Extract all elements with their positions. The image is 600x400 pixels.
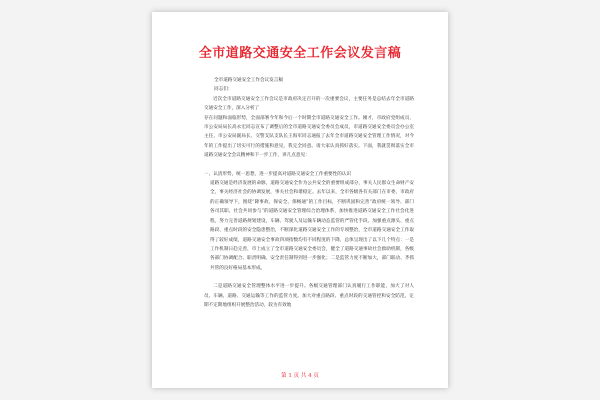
document-title: 全市道路交通安全工作会议发言稿 bbox=[198, 46, 402, 61]
document-page bbox=[152, 12, 448, 388]
point-2-text: 二是道路交通安全管理整体水平进一步提升。各级交通管理部门认真履行工作职能，加大了对人员、车辆、道路、交通运输等工作的监管力度。加大对重点路段、重点时段的交通管控和安全防范，定期不定期地组织开展整治活动，较为有效地 bbox=[204, 284, 414, 308]
point-1-heading: 一、认清形势，统一思想，进一步提高对道路交通安全工作重要性的认识 bbox=[204, 171, 352, 177]
salutation: 同志们： bbox=[214, 87, 233, 93]
document-subheading: 全市道路交通安全工作会议发言稿 bbox=[214, 78, 283, 83]
document-body bbox=[204, 76, 414, 310]
paragraph-1: 近次全市道路交通安全工作会议是市政府决定召开的一次重要会议，主要任务是总结去年全市道路交通安全工作，深入分析了 bbox=[204, 96, 414, 112]
paragraph-2: 存在问题和面临形势，全面部署今年和今后一个时期全市道路交通安全工作。刚才，市政府党组成员、市公安局局长高永宏同志宣布了调整后的全市道路交通安全委员会成员，市道路交通安全委员会办公室主任、市公安局副局长、交警支队支队长王海军同志通报了去年全市道路交通安全管理工作情况，对今年的工作提出了切实可行的措施和意见，我完全同意。请大家认真抓好落实。下面，我就贯彻落实全市道路交通安全会议精神和下一步工作，讲几点意见： bbox=[204, 115, 414, 159]
page-footer: 第 1 页 共 4 页 bbox=[281, 373, 319, 379]
point-1-body: 道路交通是经济发展的命脉，道路交通安全作为公共安全的重要组成部分，事关人民群众生命财产安全，事关经济社会的协调发展，事关社会和谐稳定。去年以来，全市各级各有关部门在市委、市政府的正确领导下，围绕“降事故、保安全、保畅通”的工作目标，不断巩固和完善“政府统一领导、部门各司其职、社会共同参与”的道路交通安全管理综合治理体系，加快推进道路交通安全工作社会化进程，努力完善道路规划建设，车辆、驾驶人及运输车辆动态监管的严管化手段。加强重点源头、重点路段、重点时段的安全隐患整治，不断深化道路交通安全工作的专项整治，全市道路交通安全工作取得了较好成绩，道路交通安全事故四项指数均有不同程度的下降，总体呈现出了以下几个特点：一是工作机制日趋完善，市上成立了全市道路交通安全委员会，健全了道路交通事故社会救助机制，各级各部门协调配合、职责明确、安全责任制得到进一步强化；二是监管力度不断加大，部门联动、齐抓共管的良好格局基本形成。 bbox=[210, 181, 414, 271]
